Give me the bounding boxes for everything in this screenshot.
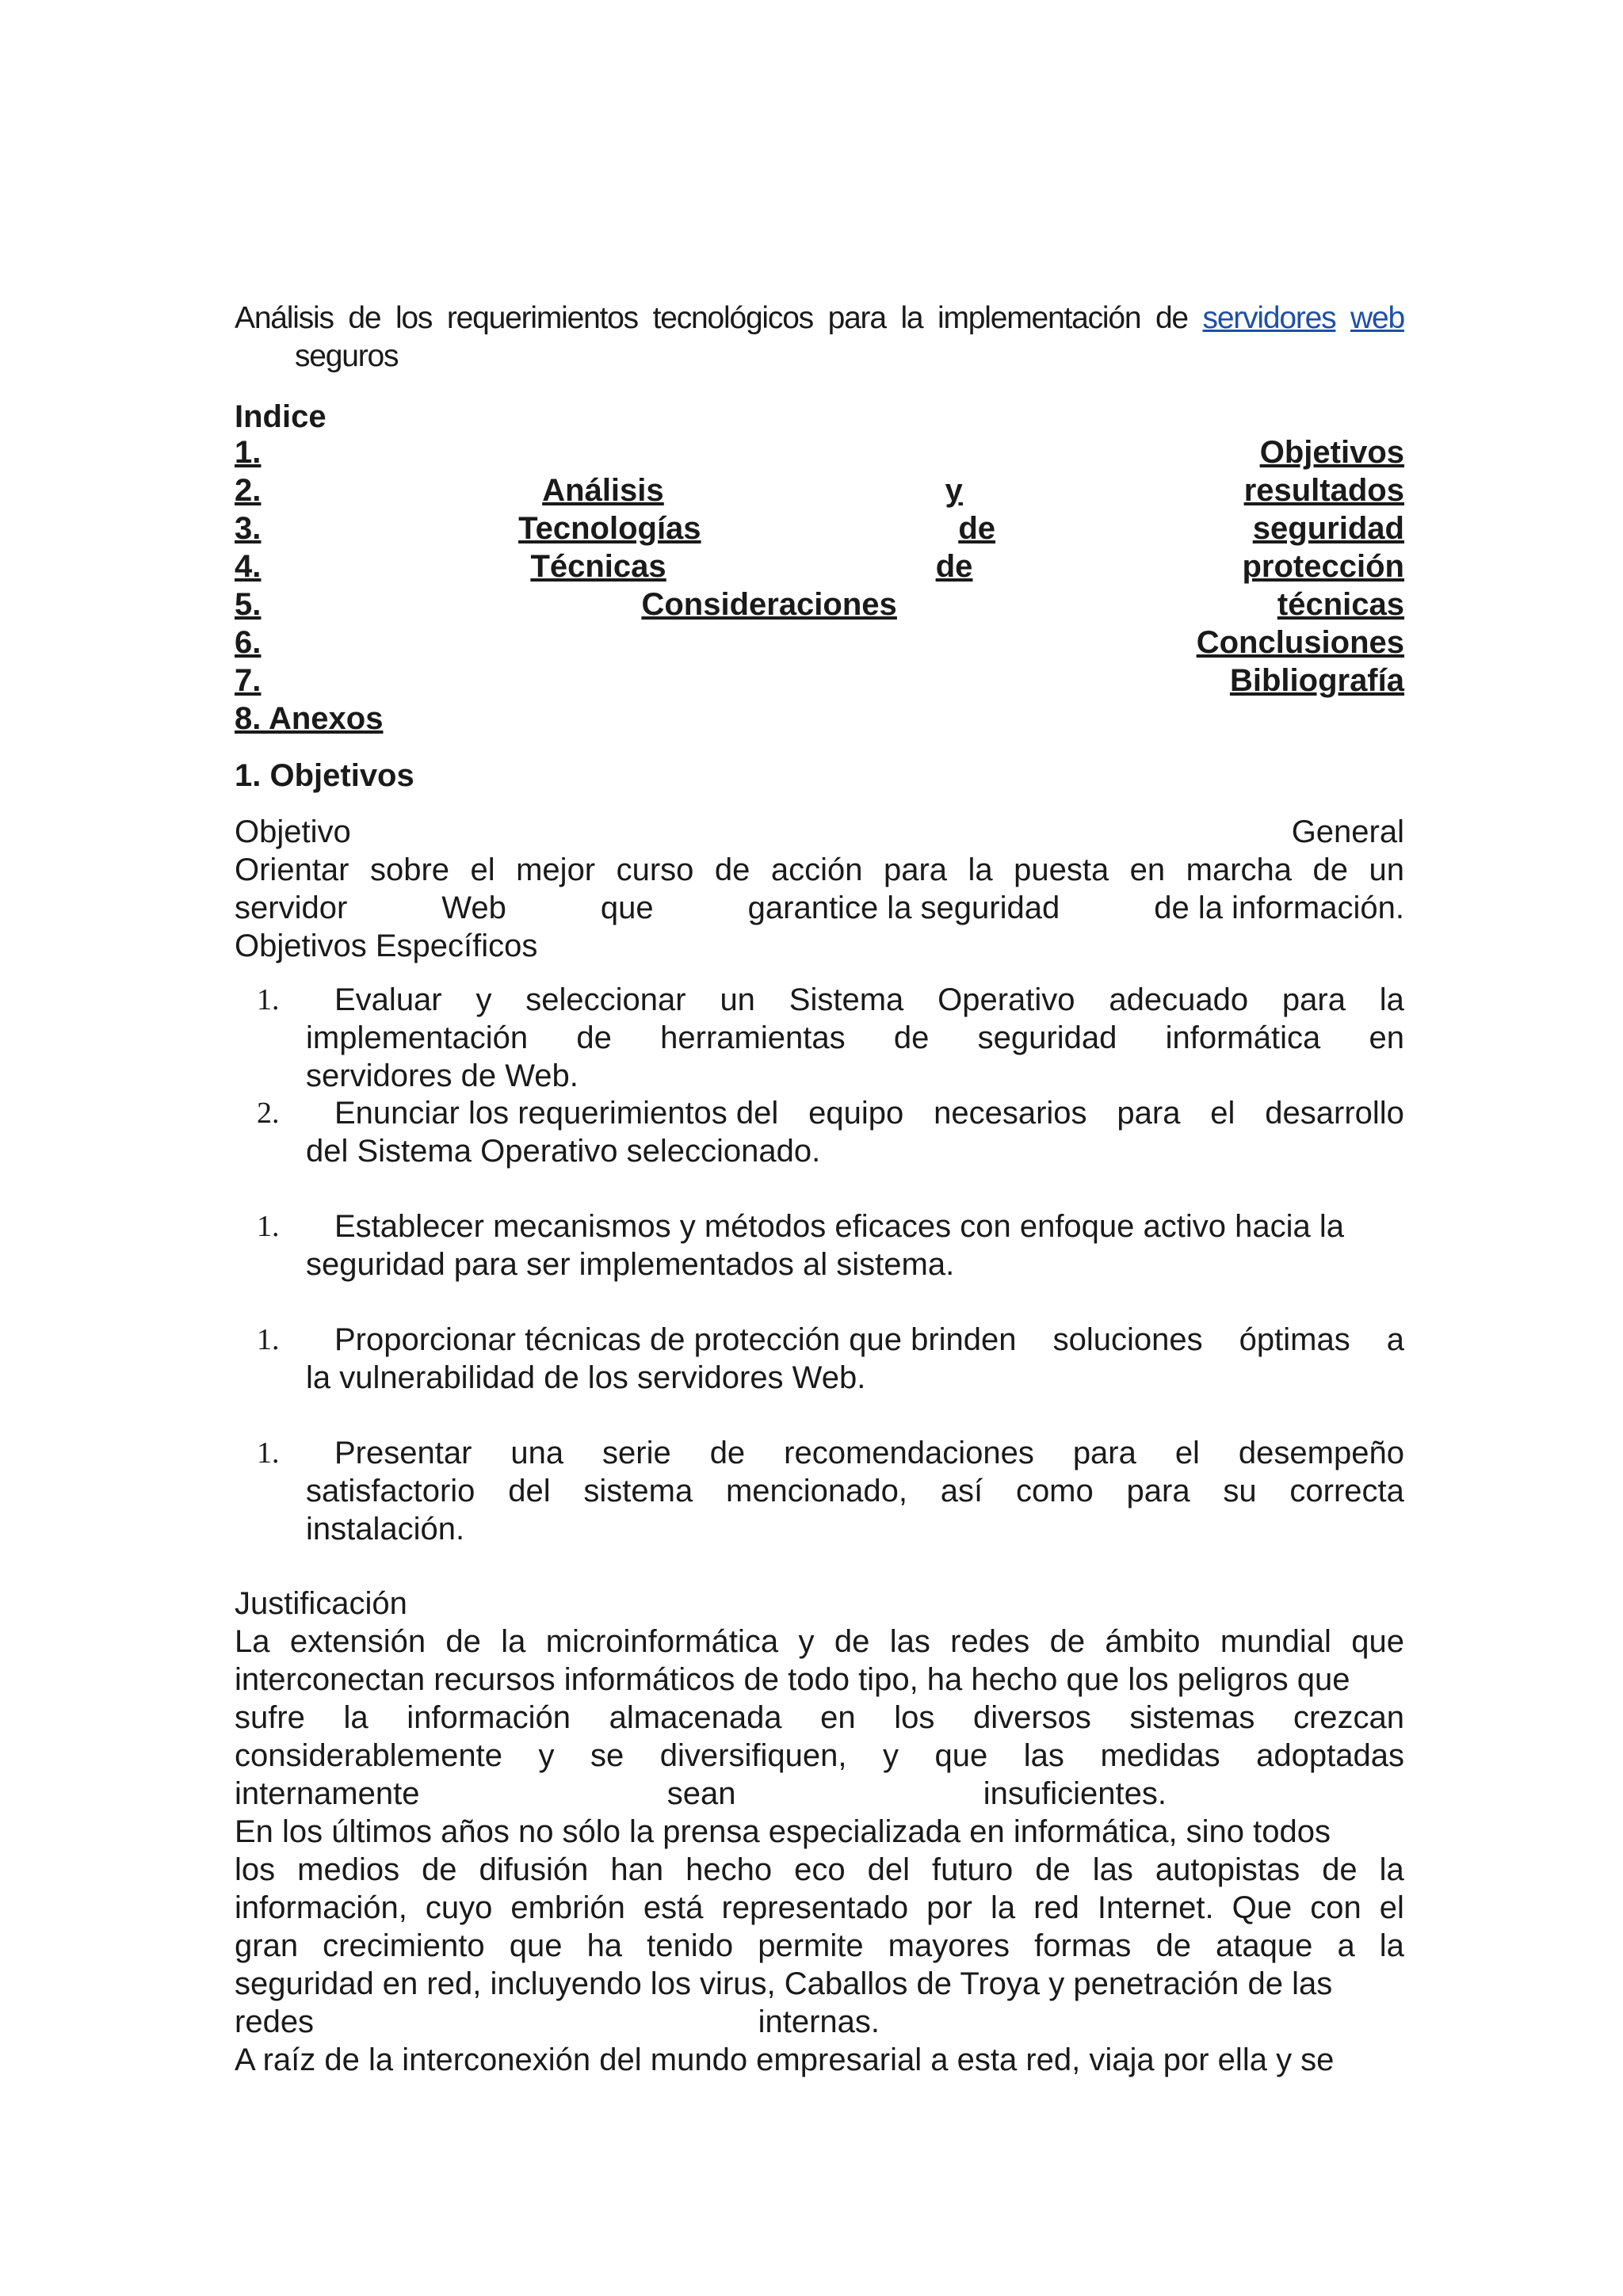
toc-item[interactable] bbox=[235, 510, 1404, 548]
word: recomendaciones bbox=[784, 1436, 1034, 1470]
paragraph-line bbox=[235, 2003, 880, 2041]
justificacion-heading: Justificación bbox=[235, 1586, 407, 1621]
word: diversos bbox=[972, 1700, 1091, 1735]
word: para bbox=[1126, 1474, 1190, 1508]
word: diversifiquen, bbox=[659, 1738, 847, 1773]
word: permite bbox=[758, 1928, 864, 1963]
paragraph-line bbox=[235, 889, 1404, 927]
word: mundial bbox=[1220, 1624, 1331, 1659]
word: adoptadas bbox=[1256, 1738, 1404, 1773]
title-word: de bbox=[348, 301, 381, 335]
list-number: 1. bbox=[257, 983, 280, 1016]
toc-item[interactable] bbox=[235, 472, 1404, 510]
word: Que bbox=[1232, 1890, 1293, 1925]
word: en bbox=[820, 1700, 856, 1735]
word: sistemas bbox=[1129, 1700, 1255, 1735]
word: sean bbox=[666, 1776, 736, 1811]
title-word: Análisis bbox=[235, 301, 334, 335]
list-item-line bbox=[334, 1207, 1344, 1245]
word: el bbox=[1174, 1436, 1200, 1470]
word: correcta bbox=[1289, 1474, 1404, 1508]
index-heading: Indice bbox=[235, 399, 327, 434]
toc-item-text: de bbox=[958, 511, 996, 546]
word: extensión bbox=[289, 1624, 426, 1659]
word: Orientar bbox=[235, 852, 349, 887]
list-item-line: del Sistema Operativo seleccionado. bbox=[306, 1134, 821, 1169]
word: las bbox=[1023, 1738, 1064, 1773]
word: de bbox=[893, 1020, 930, 1055]
word: difusión bbox=[479, 1852, 589, 1887]
word: Internet. bbox=[1097, 1890, 1214, 1925]
paragraph-line bbox=[235, 1813, 1404, 1851]
word: mejor bbox=[516, 852, 596, 887]
list-item-line: la vulnerabilidad de los servidores Web. bbox=[306, 1360, 866, 1395]
word: Enunciar los requerimientos del bbox=[334, 1096, 779, 1131]
word: informática bbox=[1165, 1020, 1321, 1055]
word: de la información. bbox=[1154, 891, 1404, 925]
word: considerablemente bbox=[235, 1738, 502, 1773]
word: la bbox=[1379, 1928, 1404, 1963]
list-item-line: servidores de Web. bbox=[306, 1058, 579, 1093]
word: la bbox=[501, 1624, 526, 1659]
word: adecuado bbox=[1109, 982, 1249, 1017]
word: desempeño bbox=[1238, 1436, 1404, 1470]
word: para bbox=[1072, 1436, 1136, 1470]
word: En los últimos años no sólo la prensa especializada en informática, sino todos bbox=[235, 1814, 1331, 1849]
list-number: 1. bbox=[257, 1323, 280, 1356]
objetivo-general-label bbox=[235, 813, 1404, 851]
paragraph-line bbox=[235, 851, 1404, 889]
toc-item-text: Objetivos bbox=[1259, 435, 1404, 470]
paragraph-line bbox=[235, 1699, 1404, 1737]
word: Sistema bbox=[789, 982, 904, 1017]
word: la bbox=[990, 1890, 1016, 1925]
word: de bbox=[1322, 1852, 1358, 1887]
word: eco bbox=[794, 1852, 846, 1887]
word: acción bbox=[770, 852, 863, 887]
toc-item-text: 7. bbox=[235, 663, 262, 698]
word: Evaluar bbox=[334, 982, 442, 1017]
word: un bbox=[1369, 852, 1404, 887]
word: de bbox=[576, 1020, 612, 1055]
toc-item-text: Bibliografía bbox=[1229, 663, 1404, 698]
word: formas bbox=[1034, 1928, 1132, 1963]
word: General bbox=[1291, 814, 1404, 849]
toc-item-text: técnicas bbox=[1277, 587, 1404, 622]
word: de bbox=[1049, 1624, 1086, 1659]
word: ha bbox=[586, 1928, 623, 1963]
word: Establecer mecanismos y métodos eficaces con enfoque activo hacia la bbox=[334, 1209, 1345, 1244]
word: la bbox=[1379, 982, 1404, 1017]
paragraph-line bbox=[235, 1737, 1404, 1775]
word: garantice la seguridad bbox=[747, 891, 1060, 925]
word: de bbox=[1035, 1852, 1071, 1887]
word: ataque bbox=[1216, 1928, 1313, 1963]
word: Operativo bbox=[938, 982, 1075, 1017]
word: su bbox=[1223, 1474, 1257, 1508]
word: herramientas bbox=[660, 1020, 846, 1055]
list-item-line bbox=[334, 1321, 1404, 1359]
word: el bbox=[1210, 1096, 1235, 1131]
word: han bbox=[610, 1852, 664, 1887]
table-of-contents bbox=[235, 434, 1404, 738]
word: el bbox=[470, 852, 495, 887]
word: que bbox=[509, 1928, 563, 1963]
word: desarrollo bbox=[1265, 1096, 1404, 1131]
word: en bbox=[1129, 852, 1166, 887]
word: y bbox=[798, 1624, 815, 1659]
word: que bbox=[934, 1738, 988, 1773]
word: interconectan recursos informáticos de todo tipo, ha hecho que los peligros que bbox=[235, 1662, 1350, 1697]
section-heading-objetivos: 1. Objetivos bbox=[235, 758, 414, 793]
word: Proporcionar técnicas de protección que brinden bbox=[334, 1322, 1017, 1357]
word: equipo bbox=[808, 1096, 904, 1131]
toc-item-text: de bbox=[935, 549, 973, 584]
toc-item-text: 3. bbox=[235, 511, 262, 546]
word: en bbox=[1369, 1020, 1404, 1055]
toc-item-text: 2. bbox=[235, 473, 262, 508]
word: que bbox=[600, 891, 654, 925]
title-line-2: seguros bbox=[295, 339, 399, 373]
paragraph-line bbox=[235, 1661, 1404, 1699]
word: las bbox=[1092, 1852, 1133, 1887]
paragraph-line bbox=[235, 1927, 1404, 1965]
toc-item[interactable]: 8. Anexos bbox=[235, 701, 384, 736]
word: con bbox=[1310, 1890, 1361, 1925]
list-item-line bbox=[306, 1472, 1404, 1510]
word: de bbox=[1312, 852, 1348, 887]
document-title bbox=[235, 299, 1404, 376]
word: seguridad bbox=[977, 1020, 1117, 1055]
word: tenido bbox=[647, 1928, 734, 1963]
word: A raíz de la interconexión del mundo empresarial a esta red, viaja por ella y se bbox=[235, 2042, 1335, 2077]
list-number: 1. bbox=[257, 1436, 280, 1470]
list-item-line bbox=[334, 1434, 1404, 1472]
paragraph-line bbox=[235, 1889, 1404, 1927]
word: el bbox=[1379, 1890, 1404, 1925]
word: de bbox=[445, 1624, 481, 1659]
word: hecho bbox=[685, 1852, 773, 1887]
word: mencionado, bbox=[725, 1474, 908, 1508]
word: medios bbox=[297, 1852, 400, 1887]
title-word: la bbox=[900, 301, 923, 335]
objetivos-especificos-label: Objetivos Específicos bbox=[235, 929, 538, 963]
toc-item-text: 1. bbox=[235, 435, 262, 470]
word: internamente bbox=[235, 1776, 420, 1811]
word: sufre bbox=[235, 1700, 305, 1735]
word: para bbox=[883, 852, 948, 887]
list-item-line bbox=[334, 981, 1404, 1019]
word: como bbox=[1015, 1474, 1094, 1508]
word: mayores bbox=[888, 1928, 1010, 1963]
toc-item-text: 5. bbox=[235, 587, 262, 622]
list-number: 1. bbox=[257, 1210, 280, 1243]
word: serie bbox=[602, 1436, 671, 1470]
word: La bbox=[235, 1624, 270, 1659]
word: se bbox=[590, 1738, 624, 1773]
list-number: 2. bbox=[257, 1097, 280, 1130]
list-item-line: seguridad para ser implementados al sistema. bbox=[306, 1247, 955, 1282]
word: y bbox=[883, 1738, 899, 1773]
toc-item[interactable] bbox=[235, 662, 1404, 700]
toc-item-text: 4. bbox=[235, 549, 262, 584]
word: soluciones bbox=[1052, 1322, 1203, 1357]
word: gran bbox=[235, 1928, 299, 1963]
list-item-line bbox=[334, 1094, 1404, 1132]
word: las bbox=[889, 1624, 930, 1659]
word: curso bbox=[616, 852, 694, 887]
word: microinformática bbox=[545, 1624, 779, 1659]
paragraph-line bbox=[235, 1775, 1167, 1813]
word: almacenada bbox=[609, 1700, 782, 1735]
word: así bbox=[940, 1474, 983, 1508]
word: implementación bbox=[306, 1020, 529, 1055]
word: Web bbox=[441, 891, 506, 925]
title-word: tecnológicos bbox=[652, 301, 813, 335]
toc-item[interactable] bbox=[235, 434, 1404, 472]
word: óptimas bbox=[1239, 1322, 1350, 1357]
word: para bbox=[1281, 982, 1346, 1017]
title-word: los bbox=[395, 301, 433, 335]
word: internas. bbox=[758, 2004, 880, 2039]
title-line-1 bbox=[235, 299, 1404, 338]
word: de bbox=[709, 1436, 746, 1470]
toc-item-text: Técnicas bbox=[530, 549, 666, 584]
paragraph-line bbox=[235, 1965, 1404, 2003]
title-link-word[interactable]: web bbox=[1350, 301, 1404, 335]
word: Presentar bbox=[334, 1436, 472, 1470]
word: para bbox=[1117, 1096, 1181, 1131]
word: a bbox=[1386, 1322, 1404, 1357]
word: crecimiento bbox=[323, 1928, 485, 1963]
toc-item[interactable] bbox=[235, 548, 1404, 586]
word: servidor bbox=[235, 891, 348, 925]
toc-item-text: y bbox=[945, 473, 963, 508]
word: a bbox=[1337, 1928, 1355, 1963]
paragraph-line bbox=[235, 1623, 1404, 1661]
list-item-line: instalación. bbox=[306, 1512, 465, 1547]
word: autopistas bbox=[1155, 1852, 1300, 1887]
word: de bbox=[834, 1624, 870, 1659]
paragraph-line bbox=[235, 2041, 1404, 2079]
word: una bbox=[510, 1436, 564, 1470]
word: la bbox=[1379, 1852, 1404, 1887]
word: necesarios bbox=[934, 1096, 1087, 1131]
word: información bbox=[407, 1700, 571, 1735]
list-item-line bbox=[306, 1019, 1404, 1057]
toc-item-text: seguridad bbox=[1252, 511, 1404, 546]
word: insuficientes. bbox=[983, 1776, 1167, 1811]
toc-item[interactable] bbox=[235, 624, 1404, 662]
word: información, bbox=[235, 1890, 407, 1925]
word: ámbito bbox=[1105, 1624, 1201, 1659]
word: de bbox=[1155, 1928, 1191, 1963]
word: sobre bbox=[369, 852, 450, 887]
word: marcha bbox=[1186, 852, 1293, 887]
toc-item-text: Consideraciones bbox=[641, 587, 897, 622]
word: seguridad en red, incluyendo los virus, Caballos de Troya y penetración de las bbox=[235, 1966, 1333, 2001]
word: cuyo bbox=[425, 1890, 493, 1925]
word: red bbox=[1033, 1890, 1079, 1925]
toc-item-text: Conclusiones bbox=[1196, 625, 1404, 660]
paragraph-line bbox=[235, 1851, 1404, 1889]
word: puesta bbox=[1014, 852, 1109, 887]
word: y bbox=[538, 1738, 555, 1773]
word: Objetivo bbox=[235, 814, 351, 849]
word: embrión bbox=[510, 1890, 625, 1925]
title-link-word[interactable]: servidores bbox=[1202, 301, 1336, 335]
toc-item[interactable] bbox=[235, 586, 1404, 624]
word: del bbox=[867, 1852, 910, 1887]
toc-item-text: Análisis bbox=[542, 473, 664, 508]
toc-item-text: Tecnologías bbox=[518, 511, 701, 546]
word: los bbox=[235, 1852, 276, 1887]
toc-item-text: resultados bbox=[1243, 473, 1404, 508]
word: la bbox=[343, 1700, 369, 1735]
word: está bbox=[643, 1890, 704, 1925]
word: crezcan bbox=[1293, 1700, 1404, 1735]
word: del bbox=[508, 1474, 551, 1508]
word: y bbox=[475, 982, 492, 1017]
title-word: implementación bbox=[938, 301, 1141, 335]
word: por bbox=[926, 1890, 972, 1925]
word: que bbox=[1351, 1624, 1404, 1659]
word: satisfactorio bbox=[306, 1474, 475, 1508]
word: los bbox=[894, 1700, 935, 1735]
word: medidas bbox=[1100, 1738, 1220, 1773]
toc-item-text: 6. bbox=[235, 625, 262, 660]
word: de bbox=[714, 852, 750, 887]
title-word: para bbox=[827, 301, 886, 335]
word: de bbox=[422, 1852, 457, 1887]
word: redes bbox=[950, 1624, 1030, 1659]
word: sistema bbox=[583, 1474, 693, 1508]
word: futuro bbox=[931, 1852, 1014, 1887]
word: la bbox=[968, 852, 993, 887]
toc-item-text: protección bbox=[1242, 549, 1404, 584]
title-word: requerimientos bbox=[446, 301, 638, 335]
title-word: de bbox=[1155, 301, 1188, 335]
word: seleccionar bbox=[525, 982, 686, 1017]
word: un bbox=[720, 982, 755, 1017]
word: redes bbox=[235, 2004, 315, 2039]
word: representado bbox=[721, 1890, 909, 1925]
